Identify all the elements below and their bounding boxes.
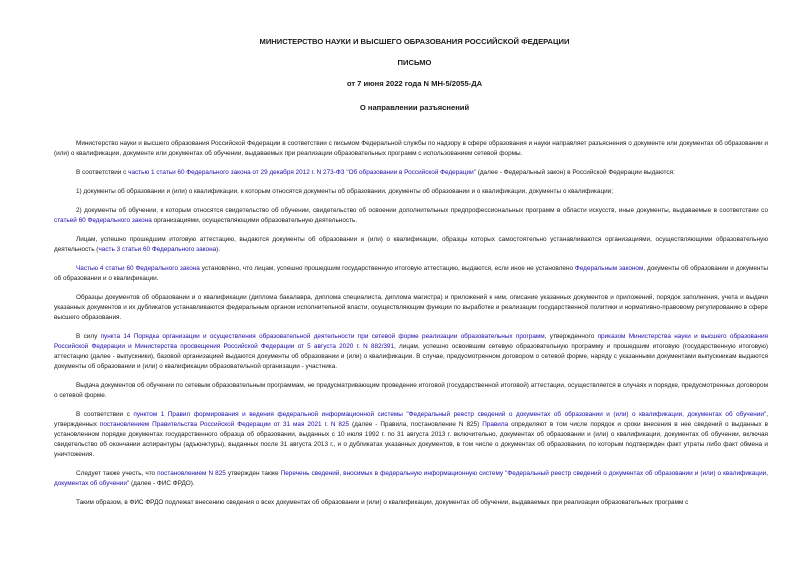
body-paragraph <box>54 332 768 372</box>
legal-reference-link[interactable]: приказом Министерства науки и высшего образования Российской Федерации и Министерства просвещения Российской Федерации от 5 августа 2020 г. N 882/391 <box>54 333 768 350</box>
body-paragraph <box>54 410 768 460</box>
paragraph-text: Лицам, успешно прошедшим итоговую аттестацию, выдаются документы об образовании и (или) о квалификации, образцы которых самостоятельно устанавливаются организациями, осуществляющими образовательную деятельность ( <box>54 236 768 253</box>
legal-reference-link[interactable]: постановлением N 825 <box>157 470 226 477</box>
document-date-number: от 7 июня 2022 года N МН-5/2055-ДА <box>346 79 483 88</box>
paragraph-text: (далее - ФИС ФРДО). <box>129 480 195 487</box>
paragraph-text: В соответствии с <box>76 411 134 418</box>
paragraph-text: , документы об образовании и документы об образовании и о квалификации. <box>54 265 768 282</box>
paragraph-text: 2) документы об обучении, к которым относятся свидетельство об обучении, свидетельство об освоении дополнительных предпрофессиональных программ в области искусств, иные документы, выдаваемые в соответствии со <box>76 207 768 214</box>
document-body <box>54 139 768 508</box>
paragraph-text: , утвержденных <box>54 411 769 428</box>
paragraph-text: 1) документы об образовании и (или) о квалификации, к которым относятся документы об образовании, документы об образовании и о квалификации, документы о квалификации; <box>76 188 614 195</box>
body-paragraph <box>54 469 768 489</box>
document-type: ПИСЬМО <box>397 58 432 67</box>
paragraph-text: , утвержденного <box>544 333 598 340</box>
paragraph-text: В силу <box>76 333 101 340</box>
paragraph-text: Выдача документов об обучении по сетевым образовательным программам, не предусматривающим проведение итоговой (государственной итоговой) аттестации, осуществляется в случаях и порядке, предусмотренных договором о сетевой форме. <box>54 382 768 399</box>
paragraph-text: Таким образом, в ФИС ФРДО подлежат внесению сведения о всех документах об образовании и (или) о квалификации, документах об обучении, выдаваемых при реализации образовательных программ с <box>76 499 689 506</box>
paragraph-text: Образцы документов об образовании и о квалификации (диплома бакалавра, диплома специалиста, диплома магистра) и приложений к ним, описание указанных документов и приложений, порядок заполнения, учета и выдачи указанных документов и их дубликатов устанавливаются федеральным органом исполнительной власти, осуществляющим функции по выработке и реализации государственной политики и нормативно-правовому регулированию в сфере высшего образования. <box>54 294 768 321</box>
legal-reference-link[interactable]: Федеральным законом <box>574 265 644 272</box>
legal-reference-link[interactable]: Правила <box>482 421 509 428</box>
paragraph-text: установлено, что лицам, успешно прошедшим государственную итоговую аттестацию, выдаются, если иное не установлено <box>199 265 575 272</box>
legal-reference-link[interactable]: пунктом 1 Правил формирования и ведения федеральной информационной системы "Федеральный реестр сведений о документах об образовании и (или) о квалификации, документах об обучении" <box>133 411 767 418</box>
body-paragraph <box>54 498 768 508</box>
legal-reference-link[interactable]: пункта 14 Порядка организации и осуществления образовательной деятельности при сетевой форме реализации образовательных программ <box>100 333 545 340</box>
body-paragraph <box>54 264 768 284</box>
paragraph-text: Министерство науки и высшего образования Российской Федерации в соответствии с письмом Федеральной службы по надзору в сфере образования и науки направляет разъяснения о документе или документах об образовании и (или) о квалификации, документе или документах об обучении, выдаваемых при реализации образовательных программ с использованием сетевой формы. <box>54 140 768 157</box>
document-subject: О направлении разъяснений <box>359 103 470 112</box>
body-paragraph <box>54 381 768 401</box>
legal-reference-link[interactable]: статьей 60 Федерального закона <box>54 217 152 224</box>
legal-reference-link[interactable]: Частью 4 статьи 60 Федерального закона <box>76 265 200 272</box>
paragraph-text: (далее - Правила, постановление N 825) <box>349 421 483 428</box>
body-paragraph <box>54 293 768 323</box>
body-paragraph <box>54 235 768 255</box>
paragraph-text: утвержден также <box>225 470 281 477</box>
paragraph-text: В соответствии с <box>76 169 129 176</box>
paragraph-text: (далее - Федеральный закон) в Российской Федерации выдаются: <box>475 169 675 176</box>
legal-reference-link[interactable]: постановлением Правительства Российской Федерации от 31 мая 2021 г. N 825 <box>99 421 350 428</box>
paragraph-text: Следует также учесть, что <box>76 470 158 477</box>
body-paragraph <box>54 139 768 159</box>
legal-reference-link[interactable]: Перечень сведений, вносимых в федеральную информационную систему "Федеральный реестр сведений о документах об образовании и (или) о квалификации, документах об обучении" <box>54 470 768 487</box>
paragraph-text: ). <box>216 246 221 253</box>
legal-reference-link[interactable]: часть 3 статьи 60 Федерального закона <box>98 246 217 253</box>
paragraph-text: , лицам, успешно освоившим сетевую образовательную программу и прошедшим итоговую (государственную итоговую) аттестацию (далее - выпускники), базовой организацией выдаются документы об образовании и (или) о квалификации. В случае, предусмотренном договором о сетевой форме, наряду с указанными документами выпускникам выдаются документы об образовании и (или) о квалификации образовательной организации - участника. <box>54 343 768 370</box>
paragraph-text: определяют в том числе порядок и сроки внесения в нее сведений о выданных в установленном порядке документах государственного образца об образовании, выданных с 10 июля 1992 г. по 31 августа 2013 г. включительно, документах об образовании и (или) о квалификации, документах об обучении, включая свидетельство об окончании аспирантуры (адъюнктуры), выданных после 31 августа 2013 г., и о дубликатах указанных документов, в том числе о документах об образовании, по которым подтвержден факт утраты либо факт обмена и уничтожения. <box>54 421 769 458</box>
body-paragraph <box>54 168 768 178</box>
legal-reference-link[interactable]: частью 1 статьи 60 Федерального закона от 29 декабря 2012 г. N 273-ФЗ "Об образовании в Российской Федерации" <box>128 169 476 176</box>
ministry-header: МИНИСТЕРСТВО НАУКИ И ВЫСШЕГО ОБРАЗОВАНИЯ РОССИЙСКОЙ ФЕДЕРАЦИИ <box>259 37 570 46</box>
body-paragraph <box>54 206 768 226</box>
body-paragraph <box>54 187 768 197</box>
paragraph-text: организациями, осуществляющими образовательную деятельность. <box>151 217 358 224</box>
